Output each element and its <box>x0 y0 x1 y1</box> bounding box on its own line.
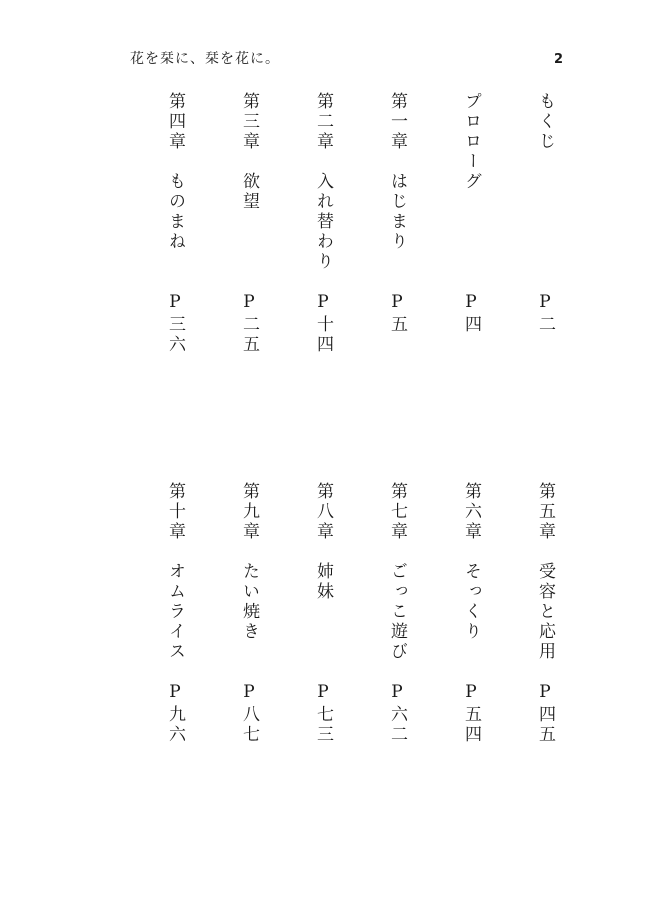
toc-chapter: 第二章 <box>313 92 333 152</box>
toc-title: 姉妹 <box>313 562 333 602</box>
toc-entry <box>229 92 269 392</box>
toc-chapter: 第四章 <box>165 92 185 152</box>
toc-chapter: 第三章 <box>239 92 259 152</box>
toc-page: P四五 <box>535 682 555 745</box>
toc-chapter: 第八章 <box>313 482 333 542</box>
toc-title: はじまり <box>387 172 407 252</box>
toc-title: ごっこ遊び <box>387 562 407 662</box>
toc-page: P二五 <box>239 292 259 355</box>
toc-page: P八七 <box>239 682 259 745</box>
toc-chapter: 第五章 <box>535 482 555 542</box>
toc-chapter: プロローグ <box>461 92 481 192</box>
toc-page: P九六 <box>165 682 185 745</box>
toc-page: P五四 <box>461 682 481 745</box>
toc-title: 欲望 <box>239 172 259 212</box>
toc-page: P三六 <box>165 292 185 355</box>
toc-chapter: 第六章 <box>461 482 481 542</box>
toc-page: P七三 <box>313 682 333 745</box>
toc-chapter: 第一章 <box>387 92 407 152</box>
toc-bottom-row <box>155 482 565 782</box>
toc-entry <box>303 92 343 392</box>
toc-entry <box>525 92 565 392</box>
toc-page: P二 <box>535 292 555 335</box>
toc-title: そっくり <box>461 562 481 642</box>
running-header-title: 花を栞に、栞を花に。 <box>130 51 280 67</box>
toc-entry <box>377 482 417 782</box>
toc-page: P六二 <box>387 682 407 745</box>
toc-chapter: 第七章 <box>387 482 407 542</box>
toc-title: ものまね <box>165 172 185 252</box>
toc-title: 受容と応用 <box>535 562 555 662</box>
toc-entry <box>451 482 491 782</box>
toc-entry <box>525 482 565 782</box>
toc-entry <box>303 482 343 782</box>
toc-entry <box>155 482 195 782</box>
toc-entry <box>377 92 417 392</box>
toc-page: P四 <box>461 292 481 335</box>
toc-entry <box>229 482 269 782</box>
toc-title: オムライス <box>165 562 185 662</box>
toc-page: P十四 <box>313 292 333 355</box>
toc-title: 入れ替わり <box>313 172 333 272</box>
toc-chapter: 第十章 <box>165 482 185 542</box>
toc-entry <box>155 92 195 392</box>
toc-page: P五 <box>387 292 407 335</box>
toc-entry <box>451 92 491 392</box>
toc-top-row <box>155 92 565 392</box>
toc-title: たい焼き <box>239 562 259 642</box>
toc-chapter: 第九章 <box>239 482 259 542</box>
page-number: 2 <box>553 52 563 67</box>
toc-heading: もくじ <box>535 92 555 152</box>
